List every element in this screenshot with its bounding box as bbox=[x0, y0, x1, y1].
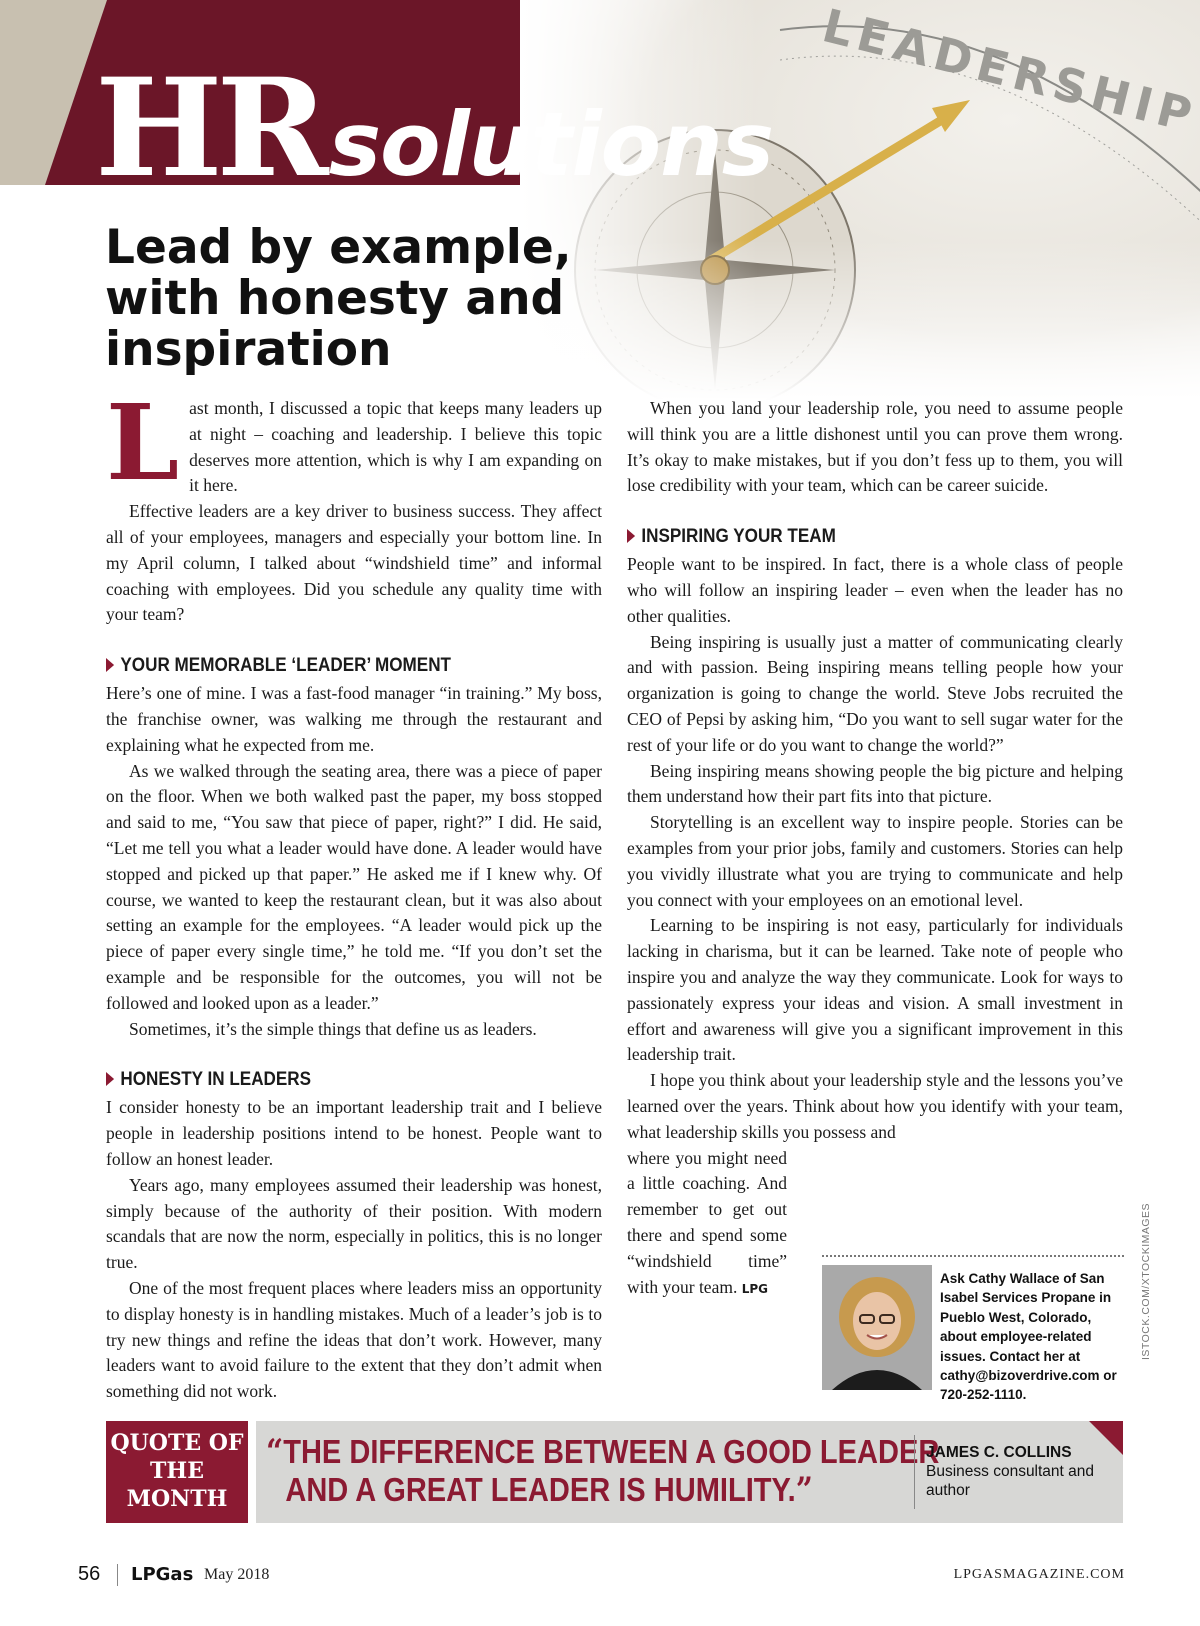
article-paragraph: Storytelling is an excellent way to inspire people. Stories can be examples from your prior jobs, family and customers. Stories can help you vividly illustrate what you are trying to communicate and help you connect with your employees on an emotional level. bbox=[627, 812, 1123, 910]
page-number: 56 bbox=[78, 1563, 101, 1585]
author-box bbox=[822, 1255, 1124, 1403]
subhead-memorable-moment: YOUR MEMORABLE ‘LEADER’ MOMENT bbox=[106, 654, 552, 678]
triangle-bullet-icon bbox=[106, 1072, 114, 1086]
article-paragraph: One of the most frequent places where leaders miss an opportunity to display honesty is in handling mistakes. Much of a leader’s job is to try new things and refine the ideas that don’t work. However, many leaders want to avoid failure to the extent that they don’t admit when something did not work. bbox=[106, 1277, 602, 1402]
lpg-sign-off: LPG bbox=[741, 1281, 768, 1296]
triangle-bullet-icon bbox=[627, 529, 635, 543]
article-column-right bbox=[627, 396, 1123, 1302]
triangle-bullet-icon bbox=[106, 658, 114, 672]
article-paragraph: I consider honesty to be an important leadership trait and I believe people in leadership positions intend to be honest. People want to follow an honest leader. bbox=[106, 1097, 602, 1169]
subhead-inspiring: INSPIRING YOUR TEAM bbox=[627, 525, 1073, 549]
quote-author bbox=[926, 1443, 1116, 1500]
quote-corner-accent bbox=[1089, 1421, 1123, 1455]
author-bio: Ask Cathy Wallace of San Isabel Services Propane in Pueblo West, Colorado, about employee-related issues. Contact her at cathy@bizoverdrive.com or 720-252-1110. bbox=[940, 1271, 1117, 1403]
close-quote-mark: ” bbox=[795, 1470, 813, 1510]
section-title bbox=[95, 48, 774, 207]
quote-label: QUOTE OF THE MONTH bbox=[110, 1430, 244, 1512]
quote-separator bbox=[914, 1435, 915, 1509]
author-portrait bbox=[822, 1265, 932, 1390]
section-title-solutions: solutions bbox=[328, 93, 774, 196]
quote-bar bbox=[106, 1421, 1123, 1523]
quote-text bbox=[266, 1432, 940, 1510]
magazine-url: LPGASMAGAZINE.COM bbox=[953, 1567, 1125, 1582]
issue-date: May 2018 bbox=[204, 1566, 270, 1583]
author-box-rule bbox=[822, 1255, 1124, 1257]
drop-cap: L bbox=[106, 381, 180, 504]
quote-label-block bbox=[106, 1421, 248, 1523]
quote-line-1: “THE DIFFERENCE BETWEEN A GOOD LEADER bbox=[266, 1432, 940, 1472]
article-paragraph: Being inspiring is usually just a matter of communicating clearly and with passion. Being inspiring means telling people how your organization is going to change the world. Steve Jobs recruited the CEO of Pepsi by asking him, “Do you want to sell sugar water for the rest of your life or do you want to change the world?” bbox=[627, 631, 1123, 755]
open-quote-mark: “ bbox=[266, 1432, 284, 1472]
photo-credit: ISTOCK.COM/XTOCKIMAGES bbox=[1140, 1202, 1152, 1360]
article-paragraph: I hope you think about your leadership style and the lessons you’ve learned over the years. Think about how you identify with your team, what leadership skills you possess and bbox=[627, 1070, 1123, 1142]
quote-line-2: AND A GREAT LEADER IS HUMILITY.” bbox=[285, 1470, 813, 1510]
article-paragraph: Learning to be inspiring is not easy, particularly for individuals lacking in charisma, but it can be learned. Take note of people who inspire you and analyze the way they communicate. Look for ways to passionately express your ideas and vision. A small investment in effort and awareness will give you a significant improvement in this leadership trait. bbox=[627, 915, 1123, 1065]
article-paragraph: Effective leaders are a key driver to business success. They affect all of your employees, managers and especially your bottom line. In my April column, I talked about “windshield time” and informal coaching with employees. Did you schedule any quality time with your team? bbox=[106, 501, 602, 625]
footer-divider bbox=[117, 1564, 118, 1586]
author-photo bbox=[822, 1265, 932, 1390]
quote-label-divider bbox=[248, 1421, 256, 1523]
article-paragraph: As we walked through the seating area, there was a piece of paper on the floor. When we both walked past the paper, my boss stopped and said to me, “You saw that piece of paper, right?” I did. He said, “Let me tell you what a leader would have done. A leader would have stopped and picked up that paper.” He asked me if I knew why. Of course, we wanted to keep the restaurant clean, but it was also about setting an example for the employees. “A leader would pick up the piece of paper every single time,” he told me. “If you don’t set the example and be responsible for the outcomes, you will not be followed and looked upon as a leader.” bbox=[106, 760, 602, 1013]
article-paragraph: Years ago, many employees assumed their leadership was honest, simply because of the authority of their position. With modern scandals that are now the norm, especially in politics, this is no longer true. bbox=[106, 1174, 602, 1273]
article-paragraph-end: where you might need a little coaching. And remember to get out there and spend some “windshield time” with your team. LPG bbox=[627, 1147, 787, 1297]
article-paragraph: Sometimes, it’s the simple things that define us as leaders. bbox=[129, 1018, 537, 1039]
article-headline: Lead by example, with honesty and inspiration bbox=[105, 220, 572, 377]
quote-author-name: JAMES C. COLLINS bbox=[926, 1444, 1072, 1461]
article-paragraph: When you land your leadership role, you need to assume people will think you are a little dishonest until you can prove them wrong. It’s okay to make mistakes, but if you don’t fess up to them, you will lose credibility with your team, which can be career suicide. bbox=[627, 398, 1123, 496]
section-title-hr: HR bbox=[95, 48, 323, 207]
article-paragraph: Here’s one of mine. I was a fast-food manager “in training.” My boss, the franchise owner, was walking me through the restaurant and explaining what he expected from me. bbox=[106, 683, 602, 755]
quote-author-title: Business consultant and author bbox=[926, 1463, 1095, 1499]
article-paragraph: Being inspiring means showing people the big picture and helping them understand how their part fits into that picture. bbox=[627, 760, 1123, 807]
magazine-name: LPGas bbox=[131, 1564, 194, 1585]
article-column-left bbox=[106, 381, 602, 1405]
article-paragraph: People want to be inspired. In fact, there is a whole class of people who will follow an inspiring leader – even when the leader has no other qualities. bbox=[627, 554, 1123, 626]
subhead-honesty: HONESTY IN LEADERS bbox=[106, 1068, 552, 1092]
article-paragraph: Last month, I discussed a topic that keeps many leaders up at night – coaching and leadership. I believe this topic deserves more attention, which is why I am expanding on it here. bbox=[106, 381, 602, 504]
